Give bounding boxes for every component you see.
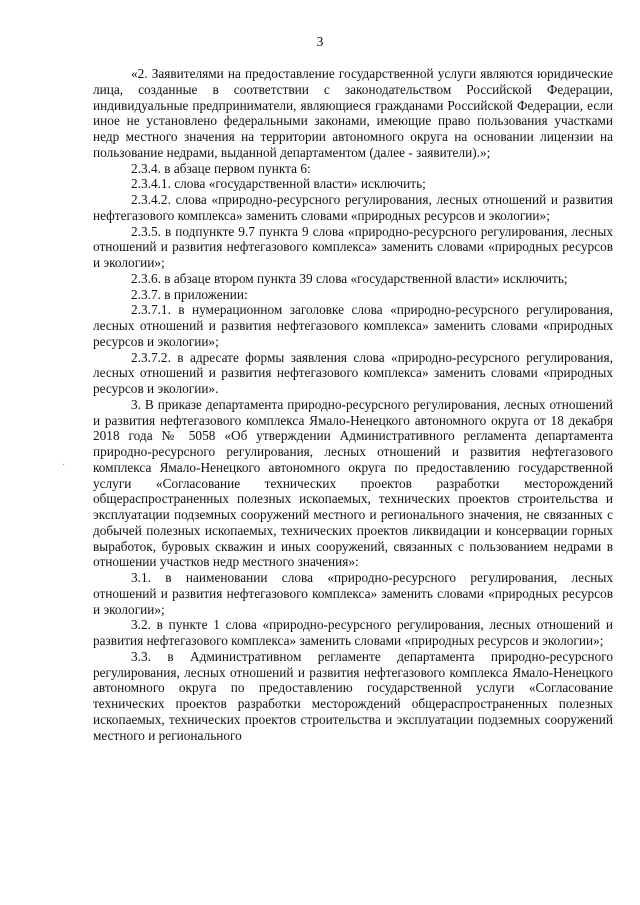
paragraph-2-3-6: 2.3.6. в абзаце втором пункта 39 слова «государственной власти» исключить; (131, 270, 568, 286)
paragraph-2-3-7: 2.3.7. в приложении: (131, 286, 248, 302)
margin-dot-mark: · (62, 460, 66, 471)
paragraph-3-1: 3.1. в наименовании слова «природно-ресурсного регулирования, лесных отношений и развития нефтегазового комплекса» заменить словами «природных ресурсов и экологии»; (93, 570, 613, 617)
page-number: 3 (316, 34, 324, 49)
paragraph-3: 3. В приказе департамента природно-ресурсного регулирования, лесных отношений и развития нефтегазового комплекса Ямало-Ненецкого автономного округа от 18 декабря 2018 года № 5058 «Об утверждении Административного регламента департамента природно-ресурсного регулирования, лесных отношений и развития нефтегазового комплекса Ямало-Ненецкого автономного округа по предоставлению государственной услуги «Согласование технических проектов разработки месторождений общераспространенных полезных ископаемых, технических проектов строительства и эксплуатации подземных сооружений местного и регионального значения, не связанных с добычей полезных ископаемых, технических проектов ликвидации и консервации горных выработок, буровых скважин и иных сооружений, связанных с пользованием недрами в отношении участков недр местного значения»: (93, 396, 613, 570)
paragraph-2-3-7-2: 2.3.7.2. в адресате формы заявления слова «природно-ресурсного регулирования, лесных отношений и развития нефтегазового комплекса» заменить словами «природных ресурсов и экологии». (93, 349, 613, 396)
paragraph-3-3: 3.3. в Административном регламенте департамента природно-ресурсного регулирования, лесных отношений и развития нефтегазового комплекса Ямало-Ненецкого автономного округа по предоставлению государственной услуги «Согласование технических проектов разработки месторождений общераспространенных полезных ископаемых, технических проектов строительства и эксплуатации подземных сооружений местного и регионального (93, 648, 613, 743)
paragraph-applicants: «2. Заявителями на предоставление государственной услуги являются юридические лица, созданные в соответствии с законодательством Российской Федерации, индивидуальные предприниматели, являющиеся гражданами Российской Федерации, если иное не установлено федеральными законами, имеющие право пользования участками недр местного значения на территории автономного округа на основании лицензии на пользование недрами, выданной департаментом (далее - заявители).»; (93, 66, 613, 160)
paragraph-2-3-7-1: 2.3.7.1. в нумерационном заголовке слова «природно-ресурсного регулирования, лесных отношений и развития нефтегазового комплекса» заменить словами «природных ресурсов и экологии»; (93, 302, 613, 349)
paragraph-2-3-4-1: 2.3.4.1. слова «государственной власти» исключить; (131, 176, 426, 192)
paragraph-3-2: 3.2. в пункте 1 слова «природно-ресурсного регулирования, лесных отношений и развития нефтегазового комплекса» заменить словами «природных ресурсов и экологии»; (93, 617, 613, 648)
paragraph-2-3-5: 2.3.5. в подпункте 9.7 пункта 9 слова «природно-ресурсного регулирования, лесных отношений и развития нефтегазового комплекса» заменить словами «природных ресурсов и экологии»; (93, 223, 613, 270)
document-body (93, 66, 613, 743)
paragraph-2-3-4: 2.3.4. в абзаце первом пункта 6: (131, 160, 311, 176)
paragraph-2-3-4-2: 2.3.4.2. слова «природно-ресурсного регулирования, лесных отношений и развития нефтегазового комплекса» заменить словами «природных ресурсов и экологии»; (93, 192, 613, 223)
